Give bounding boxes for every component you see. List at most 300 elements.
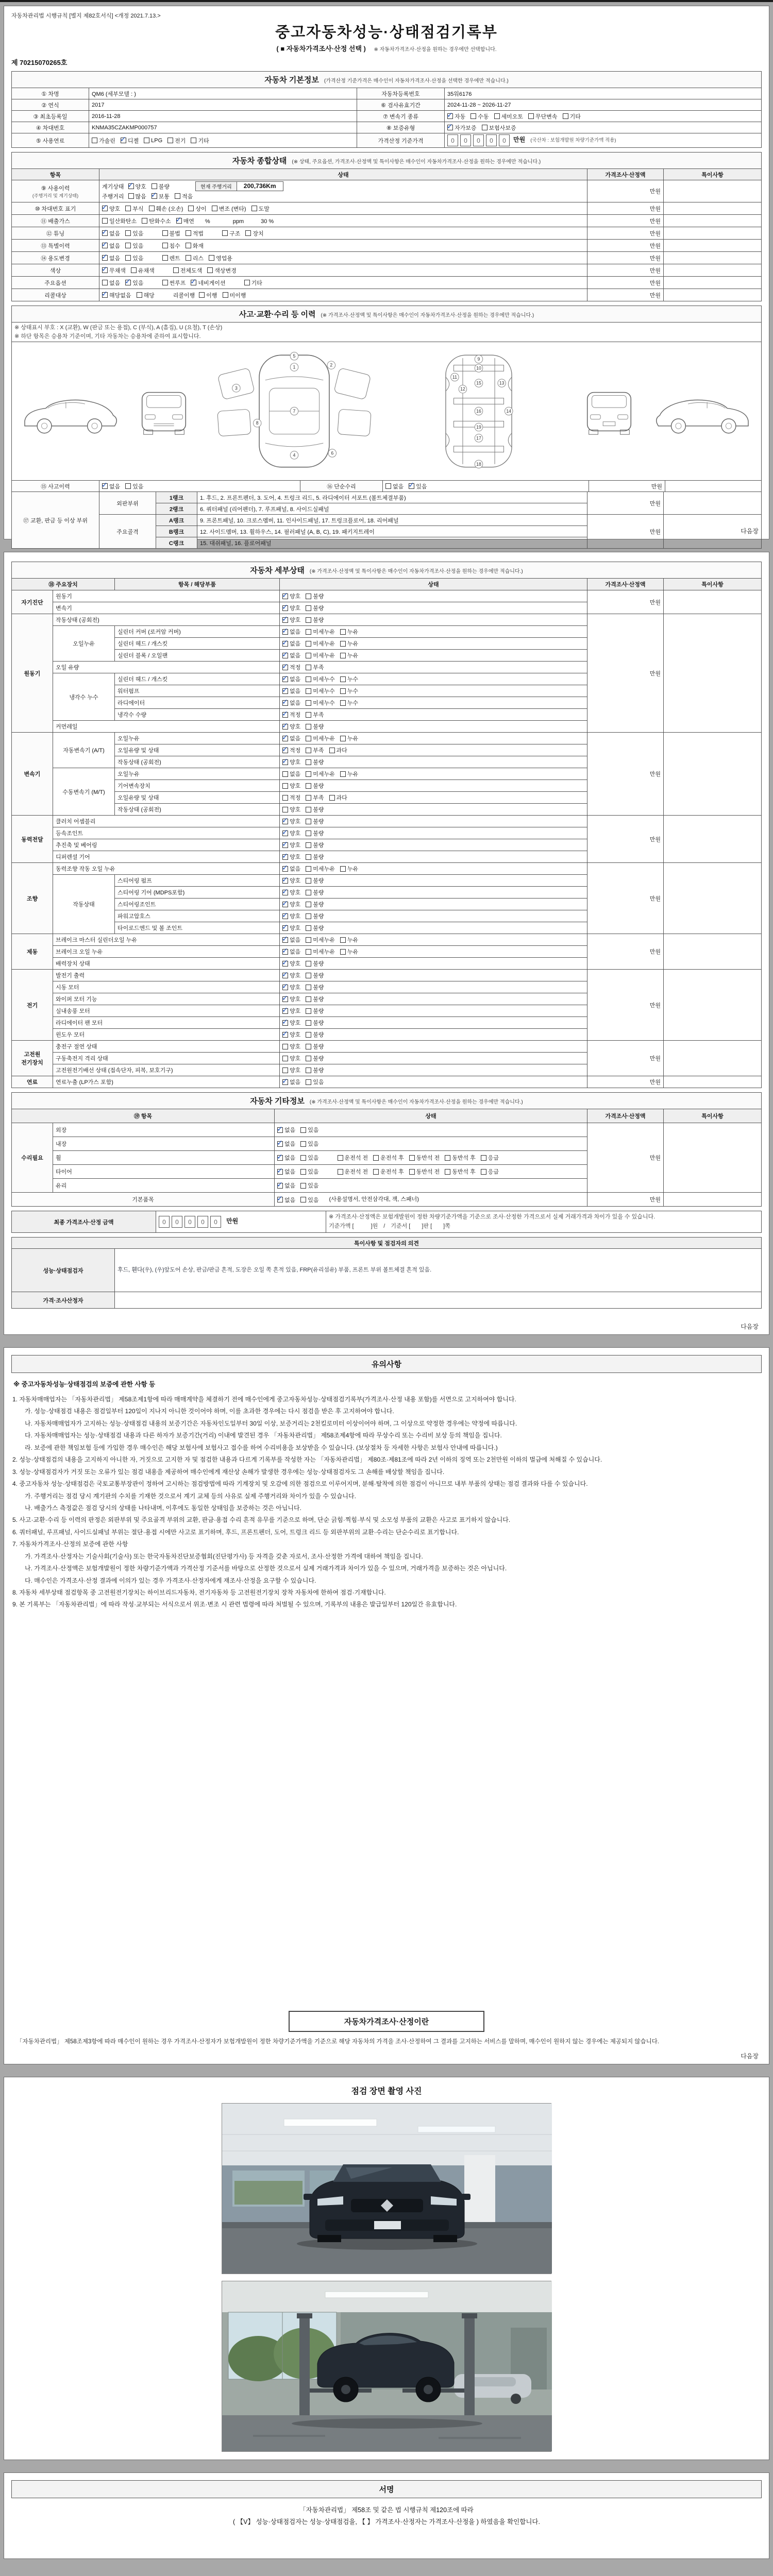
notice-title: 유의사항 xyxy=(11,1355,762,1373)
empty-checkbox: 운전석 후 xyxy=(373,1167,404,1176)
detail-row: 추진축 및 베어링 ✓ 양호 불량 xyxy=(12,839,762,851)
empty-checkbox: 누유 xyxy=(340,770,358,778)
svg-text:1: 1 xyxy=(293,364,296,370)
empty-checkbox: 미세누유 xyxy=(306,865,335,873)
checkbox-icon xyxy=(306,831,311,836)
empty-checkbox: 유채색 xyxy=(131,266,155,275)
diagram-number xyxy=(451,373,459,381)
checkbox-icon xyxy=(282,985,288,990)
empty-checkbox: 불량 xyxy=(306,983,324,991)
checkbox-icon xyxy=(306,949,311,955)
checked-checkbox: ✓ 양호 xyxy=(282,971,300,979)
empty-checkbox: 침수 xyxy=(162,242,180,250)
checkbox-icon xyxy=(191,280,196,285)
checkbox-icon xyxy=(282,641,288,647)
checkbox-icon xyxy=(445,1155,450,1161)
diagram-number xyxy=(475,364,483,372)
notice-item: 라. 보증에 관한 책임보험 등에 가입한 경우 매수인은 해당 보험사에 보험사고 접수를 하여 수리비용을 보상받을 수 있습니다. (보상절차 등 자세한 사항은 보험사 안내에 따릅니다.) xyxy=(25,1444,498,1451)
empty-checkbox: 이행 xyxy=(199,291,217,299)
empty-checkbox: 있음 xyxy=(300,1126,318,1134)
checked-checkbox: ✓ 없음 xyxy=(282,639,300,648)
detail-row: 배력장치 상태 ✓ 양호 불량 xyxy=(12,958,762,970)
accident-history-table xyxy=(11,306,762,492)
checkbox-icon xyxy=(494,113,500,119)
empty-checkbox: 불량 xyxy=(306,782,324,790)
empty-checkbox: 불량 xyxy=(306,592,324,600)
document-page xyxy=(0,2,773,2559)
car-side-view-diagram xyxy=(18,383,119,439)
checkbox-icon xyxy=(447,125,453,130)
panel-detail-condition xyxy=(4,552,769,1335)
checkbox-icon xyxy=(340,641,346,647)
checkbox-icon xyxy=(149,206,155,211)
checked-checkbox: ✓ 없음 xyxy=(102,229,120,238)
next-page-link[interactable]: 다음장 xyxy=(741,2053,759,2060)
empty-checkbox: 렌트 xyxy=(162,254,180,262)
checked-checkbox: ✓ 양호 xyxy=(282,853,300,861)
diagram-number xyxy=(327,361,335,369)
checkbox-icon xyxy=(282,712,288,718)
checkbox-icon xyxy=(338,1169,343,1175)
basic-items-row: 기본품목 ✓ 없음 있음 (사용설명서, 안전삼각대, 잭, 스패너) 만원 xyxy=(12,1193,762,1207)
checkbox-icon xyxy=(277,1169,283,1175)
checkbox-icon xyxy=(306,973,311,978)
checkbox-icon xyxy=(306,653,311,658)
empty-checkbox: 양호 xyxy=(282,1042,300,1050)
svg-text:7: 7 xyxy=(293,408,296,414)
checkbox-icon xyxy=(306,1079,311,1085)
empty-checkbox: 미세누유 xyxy=(306,770,335,778)
checked-checkbox: ✓ 양호 xyxy=(282,1019,300,1027)
checkbox-icon xyxy=(306,878,311,884)
etc-row: 타이어 ✓ 없음 있음 운전석 전 운전석 후 동반석 전 동반석 후 응급 xyxy=(12,1165,762,1179)
checked-checkbox: ✓ 자동 xyxy=(447,112,465,121)
pricing-definition-block xyxy=(11,2003,762,2050)
checked-checkbox: ✓ 네비게이션 xyxy=(191,279,225,287)
checkbox-icon xyxy=(282,783,288,789)
checkbox-icon xyxy=(306,1008,311,1014)
signature-statement xyxy=(11,2504,762,2528)
checked-checkbox: ✓ 없음 xyxy=(282,687,300,695)
checkbox-icon xyxy=(282,1032,288,1038)
checked-checkbox: ✓ 양호 xyxy=(282,1007,300,1015)
car-rear-view-diagram xyxy=(579,378,640,444)
empty-checkbox: 불량 xyxy=(306,912,324,920)
checked-checkbox: ✓ 없음 xyxy=(282,936,300,944)
overall-row: ⑪ 배출가스 일산화탄소 탄화수소 ✓ 매연 % ppm 30 % 만원 xyxy=(12,215,762,227)
checkbox-icon xyxy=(300,1197,306,1202)
checkbox-icon xyxy=(102,206,108,211)
checkbox-icon xyxy=(306,902,311,907)
checked-checkbox: ✓ 적정 xyxy=(282,710,300,719)
checked-checkbox: ✓ 양호 xyxy=(282,722,300,731)
final-price-amount xyxy=(159,1216,221,1228)
checkbox-icon xyxy=(102,292,108,298)
amount-digit-box: 0 xyxy=(172,1216,182,1228)
empty-checkbox: 수동 xyxy=(470,112,489,121)
detail-row: 오일유량 및 상태 적정 부족 과다 xyxy=(12,792,762,804)
empty-checkbox: 누유 xyxy=(340,628,358,636)
checkbox-icon xyxy=(306,807,311,812)
checked-checkbox: ✓ 없음 xyxy=(282,651,300,659)
section-title-row: 사고·교환·수리 등 이력 (※ 가격조사·산정액 및 특이사항은 매수인이 자동차가격조사·산정을 원하는 경우에만 적습니다.) xyxy=(12,306,762,323)
empty-checkbox: 불량 xyxy=(306,900,324,908)
checkbox-icon xyxy=(162,230,168,236)
panel-signature xyxy=(4,2472,769,2559)
diagram-number xyxy=(475,434,483,443)
final-price-table xyxy=(11,1211,762,1233)
notice-item: 다. 자동차매매업자는 성능·상태점검 내용과 다른 하자가 보증기간(거리) 이내에 발견된 경우 「자동차관리법」 제58조제4항에 따라 무상수리 또는 수리비 보상 등의 책임을 집니다. xyxy=(25,1432,502,1439)
empty-checkbox: 불량 xyxy=(306,971,324,979)
checkbox-icon xyxy=(102,255,108,261)
checkbox-icon xyxy=(340,653,346,658)
checked-checkbox: ✓ 없음 xyxy=(277,1140,295,1148)
diagram-number xyxy=(498,379,506,387)
svg-text:15: 15 xyxy=(476,380,482,386)
empty-checkbox: 리스 xyxy=(186,254,204,262)
checkbox-icon xyxy=(385,483,391,489)
empty-checkbox: 누수 xyxy=(340,675,358,683)
empty-checkbox: 불량 xyxy=(306,995,324,1003)
empty-checkbox: 불량 xyxy=(306,959,324,968)
empty-checkbox: 전기 xyxy=(167,137,186,145)
overall-row: 색상 ✓ 무채색 유채색 전체도색 색상변경 만원 xyxy=(12,264,762,277)
empty-checkbox: 응급 xyxy=(481,1167,499,1176)
detail-row: 실내송풍 모터 ✓ 양호 불량 xyxy=(12,1005,762,1017)
checkbox-icon xyxy=(306,985,311,990)
checked-checkbox: ✓ 양호 xyxy=(282,758,300,766)
checkbox-icon xyxy=(282,795,288,801)
empty-checkbox: 불량 xyxy=(306,924,324,932)
checkbox-icon xyxy=(306,1044,311,1049)
checkbox-icon xyxy=(282,842,288,848)
empty-checkbox: 미세누수 xyxy=(306,675,335,683)
checkbox-icon xyxy=(481,1155,486,1161)
checked-checkbox: ✓ 양호 xyxy=(282,888,300,896)
detail-row: 기어변속장치 양호 불량 xyxy=(12,780,762,792)
checkbox-icon xyxy=(306,925,311,931)
diagram-number xyxy=(475,460,483,468)
detail-row: 동력전달 클러치 어셈블리 ✓ 양호 불량 만원 xyxy=(12,816,762,827)
empty-checkbox: 있음 xyxy=(125,242,143,250)
state-code-legend: ※ 상태표시 부호 : X (교환), W (판금 또는 용접), C (부식), A (흠집), U (요철), T (손상) ※ 하단 항목은 승용차 기준이며, 기타 자동차는 승용차에 준하여 표시합니다. xyxy=(12,323,762,342)
amount-digit-box: 0 xyxy=(499,134,510,146)
detail-row: 라디에이터 ✓ 없음 미세누수 누수 xyxy=(12,697,762,709)
empty-checkbox: 불량 xyxy=(152,182,170,191)
empty-checkbox: 있음 xyxy=(306,1078,324,1086)
empty-checkbox: 부족 xyxy=(306,663,324,671)
empty-checkbox: 불량 xyxy=(306,876,324,885)
checked-checkbox: ✓ 없음 xyxy=(277,1196,295,1204)
inspector-opinion-text: 후드, 휀다(우), (우)앞도어 손상, 판금/판금 흔적, 도장은 오일 쪽 흔적 있음, FRP(유리섬유) 부품, 프론트 부위 볼트체결 흔적 있음. xyxy=(115,1249,762,1292)
checkbox-icon xyxy=(282,665,288,670)
empty-checkbox: 있음 xyxy=(125,254,143,262)
checkbox-icon xyxy=(282,759,288,765)
detail-row: 와이퍼 모터 기능 ✓ 양호 불량 xyxy=(12,993,762,1005)
checkbox-icon xyxy=(282,913,288,919)
notice-item: 나. 가격조사·산정액은 보험개발원이 정한 차량기준가액과 가격산정 기준서를 바탕으로 산정한 것으로서 실제 거래가격과 차이가 있을 수 있으며, 거래가격을 보증하는 것은 아닙니다. xyxy=(25,1565,507,1572)
appraiser-opinion-text xyxy=(115,1292,762,1309)
rank-row: C랭크 15. 대쉬패널, 16. 플로어패널 xyxy=(12,537,762,549)
checked-checkbox: ✓ 양호 xyxy=(282,983,300,991)
empty-checkbox: 있음 xyxy=(300,1154,318,1162)
amount-digit-box: 0 xyxy=(210,1216,221,1228)
empty-checkbox: 많음 xyxy=(128,192,146,200)
checkbox-icon xyxy=(282,1020,288,1026)
checkbox-icon xyxy=(306,819,311,824)
empty-checkbox: 해당 xyxy=(137,291,155,299)
detail-row: 냉각수 누수 실린더 헤드 / 개스킷 ✓ 없음 미세누수 누수 xyxy=(12,673,762,685)
plate-number-value: 35워6176 xyxy=(445,88,762,99)
diagram-number xyxy=(290,451,298,460)
car-front-view-diagram xyxy=(133,378,194,444)
overall-row: ⑫ 튜닝 ✓ 없음 있음 불법 적법 구조 장치 만원 xyxy=(12,227,762,240)
diagram-number xyxy=(290,407,298,415)
empty-checkbox: 무단변속 xyxy=(528,112,558,121)
checked-checkbox: ✓ 양호 xyxy=(282,995,300,1003)
checkbox-icon xyxy=(306,996,311,1002)
document-subtitle xyxy=(11,43,762,53)
signature-line2: ( 【V】 성능·상태점검자는 성능·상태점검을, 【 】 가격조사·산정자는 가격조사·산정을 ) 하였음을 확인합니다. xyxy=(233,2518,540,2526)
checkbox-icon xyxy=(102,218,108,224)
document-title: 중고자동차성능·상태점검기록부 xyxy=(275,24,498,41)
detail-row: 시동 모터 ✓ 양호 불량 xyxy=(12,981,762,993)
checkbox-icon xyxy=(282,961,288,967)
checkbox-icon xyxy=(300,1155,306,1161)
svg-text:13: 13 xyxy=(499,380,505,386)
checked-checkbox: ✓ 없음 xyxy=(282,1078,300,1086)
checked-checkbox: ✓ 없음 xyxy=(282,628,300,636)
checkbox-icon xyxy=(152,193,157,199)
empty-checkbox: 있음 xyxy=(125,229,143,238)
checkbox-icon xyxy=(92,138,97,143)
detail-row: 파워고압호스 ✓ 양호 불량 xyxy=(12,910,762,922)
checked-checkbox: ✓ 없음 xyxy=(102,254,120,262)
checkbox-icon xyxy=(282,949,288,955)
empty-checkbox: 장치 xyxy=(245,229,263,238)
checkbox-icon xyxy=(282,594,288,599)
empty-checkbox: 화재 xyxy=(186,242,204,250)
checkbox-icon xyxy=(282,973,288,978)
opinion-table xyxy=(11,1237,762,1309)
detail-row: 오일 유량 ✓ 적정 부족 xyxy=(12,662,762,673)
checkbox-icon xyxy=(409,1155,415,1161)
checkbox-icon xyxy=(282,1079,288,1085)
svg-text:4: 4 xyxy=(293,452,296,458)
empty-checkbox: 불량 xyxy=(306,829,324,837)
detail-row: 실린더 블록 / 오일팬 ✓ 없음 미세누유 누유 xyxy=(12,650,762,662)
checked-checkbox: ✓ 양호 xyxy=(282,900,300,908)
opinion-title: 특이사항 및 점검자의 의견 xyxy=(12,1238,762,1249)
empty-checkbox: 있음 xyxy=(300,1196,318,1204)
checkbox-icon xyxy=(282,890,288,895)
checked-checkbox: ✓ 없음 xyxy=(282,699,300,707)
checked-checkbox: ✓ 없음 xyxy=(282,734,300,742)
empty-checkbox: 적법 xyxy=(186,229,204,238)
current-mileage-box: 현재 주행거리 200,736Km xyxy=(195,181,283,191)
car-frame-view-diagram xyxy=(394,346,564,476)
empty-checkbox: 부족 xyxy=(306,710,324,719)
checkbox-icon xyxy=(186,230,191,236)
detail-row: 변속기 자동변속기 (A/T) 오일누유 ✓ 없음 미세누유 누유 만원 xyxy=(12,733,762,744)
notice-item: 가. 주행거리는 점검 당시 계기판의 수치를 기재한 것으로서 계기 교체 등의 사유로 실제 주행거리와 차이가 있을 수 있습니다. xyxy=(25,1492,356,1500)
checkbox-icon xyxy=(340,771,346,777)
exchange-rank-table xyxy=(11,492,762,549)
empty-checkbox: 적음 xyxy=(175,192,193,200)
empty-checkbox: 동반석 후 xyxy=(445,1167,476,1176)
empty-checkbox: 누수 xyxy=(340,699,358,707)
diagram-number xyxy=(475,355,483,363)
checkbox-icon xyxy=(128,183,134,189)
empty-checkbox: 누유 xyxy=(340,639,358,648)
empty-checkbox: 불량 xyxy=(306,805,324,814)
empty-checkbox: 양호 xyxy=(282,782,300,790)
empty-checkbox: 없음 xyxy=(102,279,120,287)
checkbox-icon xyxy=(470,113,476,119)
checkbox-icon xyxy=(245,230,251,236)
checkbox-icon xyxy=(306,724,311,730)
document-number: 제 70215070265호 xyxy=(11,59,68,66)
final-price-note-line2: 기준가액 [ ]원 / 기준서 [ ]판 [ ]쪽 xyxy=(329,1223,450,1229)
empty-checkbox: 양호 xyxy=(282,1066,300,1074)
checked-checkbox: ✓ 양호 xyxy=(282,924,300,932)
next-page-link[interactable]: 다음장 xyxy=(741,1323,759,1330)
checkbox-icon xyxy=(282,866,288,872)
overall-row: ⑬ 특별이력 ✓ 없음 있음 침수 화재 만원 xyxy=(12,240,762,252)
checkbox-icon xyxy=(306,617,311,623)
checkbox-icon xyxy=(162,280,168,285)
empty-checkbox: 미세누유 xyxy=(306,947,335,956)
checkbox-icon xyxy=(282,902,288,907)
notice-list xyxy=(11,1393,762,1612)
checkbox-icon xyxy=(306,748,311,753)
overall-condition-table: 자동차 종합상태 (※ 상태, 주요옵션, 가격조사·산정액 및 특이사항은 매수인이 자동차가격조사·산정을 원하는 경우에만 적습니다.) 항목 상태 가격조사·산정액 특이사항 ⑨ 사용이력 (주행거리 및 계기상태) 계기상태 ✓ 양호 불량 현재 주행거리 200,736Km 주행거리 많음 ✓ 보통 적음 만원 ⑩ 차대번호 표기 ✓ 양호 부식 훼손 (오손) 상이 변조 (변타) 도말 만원 ⑪ 배출가스 일산화탄소 탄화수소 ✓ 매연 % ppm 30 % 만원 ⑫ 튜닝 ✓ 없음 있음 불법 적법 구조 장치 만원 ⑬ 특별이력 ✓ 없음 있음 침수 화재 만원 ⑭ 용도변경 ✓ 없음 있음 렌트 리스 영업용 만원 색상 ✓ 무채색 유채색 전체도색 색상변경 만원 주요옵션 없음 ✓ 있음 썬루프 ✓ 네비게이션 기타 만원 리콜대상 ✓ 해당없음 해당 리콜이행 이행 미이행 만원 xyxy=(11,152,762,301)
accident-history-row: ⑮ 사고이력 ✓ 없음 있음 ⑯ 단순수리 없음 ✓ 있음 만원 xyxy=(12,481,762,492)
detail-row: 제동 브레이크 마스터 실린더오일 누유 ✓ 없음 미세누유 누유 만원 xyxy=(12,934,762,946)
rank-row: ⑰ 교환, 판금 등 이상 부위 외판부위 1랭크 1. 후드, 2. 프론트펜더, 3. 도어, 4. 트렁크 리드, 5. 라디에이터 서포트 (볼트체결부품) 만원 xyxy=(12,492,762,503)
overall-row: ⑭ 용도변경 ✓ 없음 있음 렌트 리스 영업용 만원 xyxy=(12,252,762,264)
diagram-number xyxy=(232,384,240,393)
empty-checkbox: 양호 xyxy=(282,805,300,814)
checkbox-icon xyxy=(340,866,346,872)
checkbox-icon xyxy=(300,1183,306,1189)
empty-checkbox: 미세누유 xyxy=(306,734,335,742)
checkbox-icon xyxy=(306,1067,311,1073)
checkbox-icon xyxy=(306,771,311,777)
empty-checkbox: 불량 xyxy=(306,1066,324,1074)
checkbox-icon xyxy=(212,206,217,211)
empty-checkbox: 있음 xyxy=(300,1181,318,1190)
checked-checkbox: ✓ 해당없음 xyxy=(102,291,131,299)
checkbox-icon xyxy=(125,230,131,236)
checked-checkbox: ✓ 양호 xyxy=(282,592,300,600)
checked-checkbox: ✓ 양호 xyxy=(282,912,300,920)
checkbox-icon xyxy=(282,629,288,635)
checkbox-icon xyxy=(209,255,214,261)
empty-checkbox: 상이 xyxy=(188,205,206,213)
checkbox-icon xyxy=(306,605,311,611)
checked-checkbox: ✓ 무채색 xyxy=(102,266,126,275)
checkbox-icon xyxy=(125,243,131,248)
detail-row: 실린더 헤드 / 개스킷 ✓ 없음 미세누유 누유 xyxy=(12,638,762,650)
checkbox-icon xyxy=(277,1155,283,1161)
detail-row: 냉각수 수량 ✓ 적정 부족 xyxy=(12,709,762,721)
detail-row: 작동상태 (공회전) 양호 불량 xyxy=(12,804,762,816)
checked-checkbox: ✓ 양호 xyxy=(282,616,300,624)
checked-checkbox: ✓ 양호 xyxy=(102,205,120,213)
empty-checkbox: 운전석 전 xyxy=(338,1167,368,1176)
final-price-unit: 만원 xyxy=(226,1217,239,1225)
checkbox-icon xyxy=(373,1155,379,1161)
empty-checkbox: 불량 xyxy=(306,817,324,825)
checkbox-icon xyxy=(131,267,137,273)
diagram-number xyxy=(475,407,483,415)
panel-photos xyxy=(4,2077,769,2460)
detail-row: 수동변속기 (M/T) 오일누유 없음 미세누유 누유 xyxy=(12,768,762,780)
photo-garage-front xyxy=(222,2104,552,2274)
empty-checkbox: 미세누유 xyxy=(306,639,335,648)
amount-digit-box: 0 xyxy=(486,134,497,146)
checkbox-icon xyxy=(282,937,288,943)
empty-checkbox: 미이행 xyxy=(223,291,246,299)
empty-checkbox: 있음 xyxy=(125,482,143,490)
checkbox-icon xyxy=(340,676,346,682)
etc-row: 내장 ✓ 없음 있음 xyxy=(12,1137,762,1151)
amount-digit-box: 0 xyxy=(447,134,458,146)
checkbox-icon xyxy=(282,1008,288,1014)
checkbox-icon xyxy=(186,243,191,248)
empty-checkbox: 누유 xyxy=(340,936,358,944)
checked-checkbox: ✓ 양호 xyxy=(282,1030,300,1039)
amount-digit-box: 0 xyxy=(184,1216,195,1228)
empty-checkbox: 동반석 후 xyxy=(445,1154,476,1162)
car-top-view-diagram xyxy=(209,346,379,476)
checkbox-icon xyxy=(137,292,142,298)
detail-row: 작동상태 스티어링 펌프 ✓ 양호 불량 xyxy=(12,875,762,887)
detail-row: 스티어링 기어 (MDPS포함) ✓ 양호 불량 xyxy=(12,887,762,899)
notice-item: 나. 배출가스 측정값은 점검 당시의 상태를 나타내며, 이후에도 동일한 상태임을 보증하는 것은 아닙니다. xyxy=(25,1504,301,1512)
checkbox-icon xyxy=(306,913,311,919)
checked-checkbox: ✓ 매연 xyxy=(176,217,194,225)
notice-item: 4. 중고자동차 성능·상태점검은 국토교통부장관이 정하여 고시하는 점검방법에 따라 기계장치 및 오감에 의한 점검으로 이루어지며, 분해·탈착에 의한 점검이 아니므로 내부 부품의 상태는 점검 결과와 다를 수 있습니다. xyxy=(12,1480,588,1488)
empty-checkbox: 운전석 후 xyxy=(373,1154,404,1162)
empty-checkbox: 불량 xyxy=(306,888,324,896)
next-page-link[interactable]: 다음장 xyxy=(741,528,759,535)
checkbox-icon xyxy=(306,866,311,872)
checked-checkbox: ✓ 없음 xyxy=(277,1154,295,1162)
checkbox-icon xyxy=(282,653,288,658)
checkbox-icon xyxy=(277,1141,283,1147)
diagram-number xyxy=(290,352,298,360)
empty-checkbox: 누유 xyxy=(340,865,358,873)
svg-text:17: 17 xyxy=(476,435,482,441)
checkbox-icon xyxy=(282,831,288,836)
first-registration-value: 2016-11-28 xyxy=(89,111,357,122)
checkbox-icon xyxy=(175,193,180,199)
checkbox-icon xyxy=(125,255,131,261)
detail-row: 변속기 ✓ 양호 불량 xyxy=(12,602,762,614)
detail-row: 등속조인트 ✓ 양호 불량 xyxy=(12,827,762,839)
empty-checkbox: 도말 xyxy=(251,205,270,213)
checkbox-icon xyxy=(306,890,311,895)
checkbox-icon xyxy=(306,641,311,647)
notice-item: 가. 성능·상태점검 내용은 점검일부터 120일이 지나지 아니한 것이어야 하며, 이를 초과한 경우에는 다시 점검을 받은 후 고지하여야 합니다. xyxy=(25,1408,394,1415)
current-mileage-value: 200,736Km xyxy=(243,182,276,190)
checkbox-icon xyxy=(144,138,149,143)
diagram-number xyxy=(475,379,483,387)
checkbox-icon xyxy=(340,629,346,635)
checkbox-icon xyxy=(282,925,288,931)
